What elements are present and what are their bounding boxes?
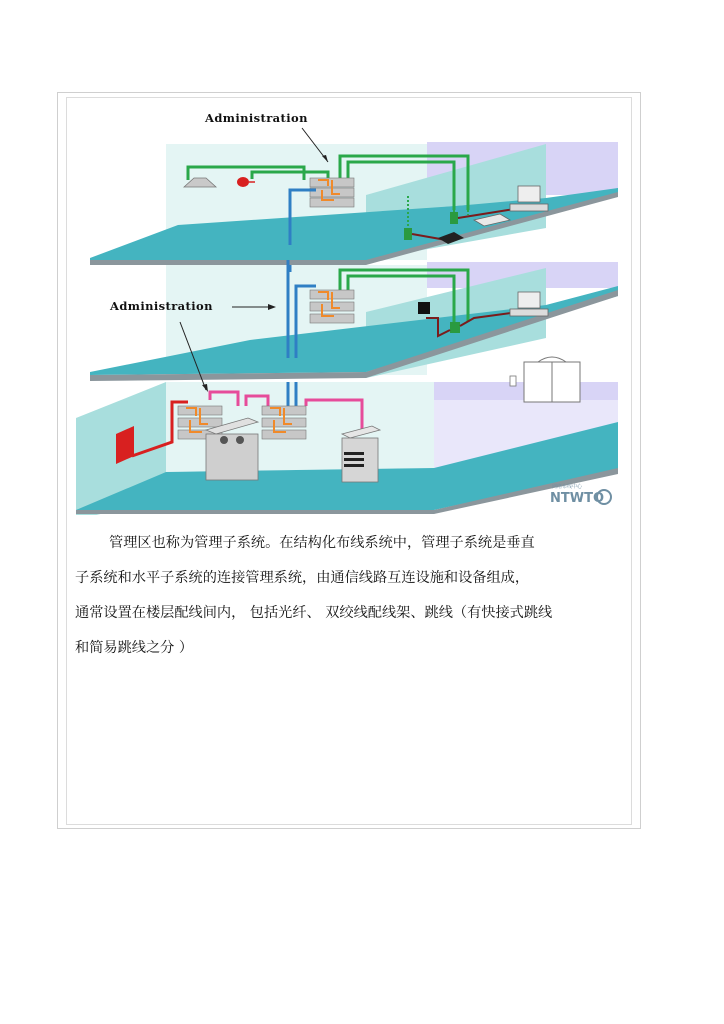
mid-fax-icon	[418, 302, 430, 314]
svg-text:网络布线中心: 网络布线中心	[552, 484, 583, 490]
annotation-top-label: Administration	[205, 111, 308, 125]
mid-wall-outlet	[450, 322, 460, 333]
annotation-mid-label: Administration	[110, 299, 213, 313]
top-wall-outlet-1	[404, 228, 412, 240]
ntwto-logo	[550, 483, 611, 506]
paragraph-line-4: 和简易跳线之分 ）	[75, 640, 194, 656]
alarm-bell-icon	[237, 177, 249, 187]
ground-patch-panel-right	[262, 406, 306, 439]
svg-text:NTWTO: NTWTO	[550, 491, 605, 506]
top-wall-outlet-2	[450, 212, 458, 224]
paragraph-line-2: 子系统和水平子系统的连接管理系统，由通信线路互连设施和设备组成，	[75, 570, 530, 586]
paragraph-line-1: 管理区也称为管理子系统。在结构化布线系统中，管理子系统是垂直	[109, 535, 535, 551]
mid-patch-panel	[310, 290, 354, 323]
description-paragraph	[75, 526, 623, 666]
top-patch-panel	[310, 178, 354, 207]
paragraph-line-3: 通常设置在楼层配线间内， 包括光纤、 双绞线配线架、跳线（有快接式跳线	[75, 605, 553, 621]
building-diagram	[70, 100, 628, 515]
